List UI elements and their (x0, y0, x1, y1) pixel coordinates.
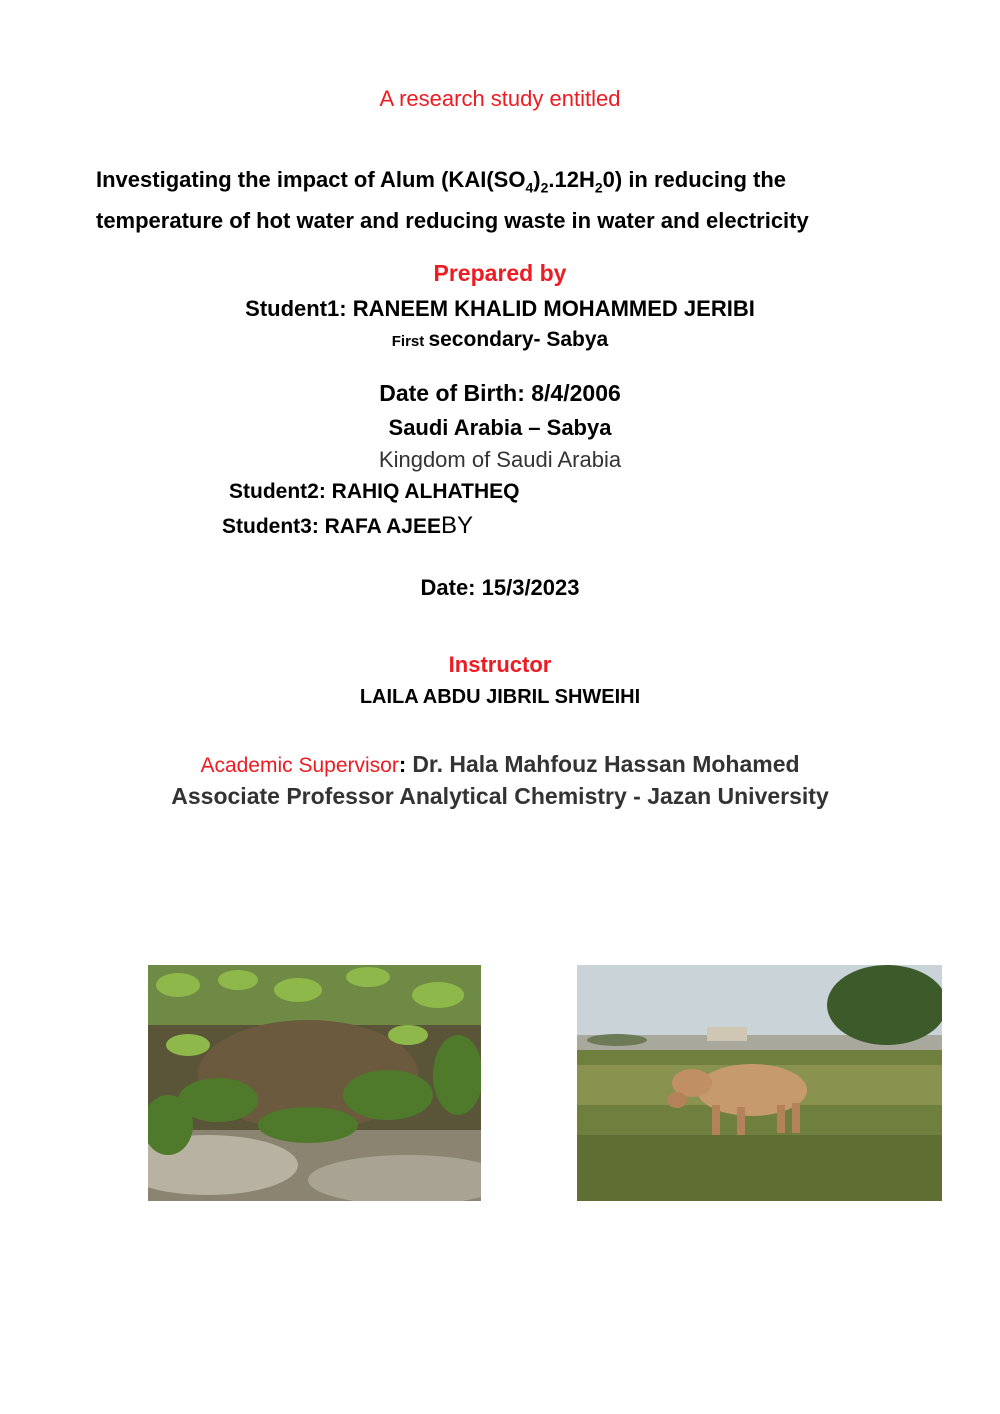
student2: Student2: RAHIQ ALHATHEQ (229, 480, 520, 503)
title-line1: Investigating the impact of Alum $(KAI(SO_4)_2.12H_20)$ in reducing the (96, 167, 786, 196)
student3: Student3: RAFA AJEEBY (222, 512, 473, 539)
instructor-heading: Instructor (448, 652, 552, 677)
photo-water-plants (148, 965, 481, 1201)
supervisor-label: Academic Supervisor (200, 754, 399, 777)
place: Saudi Arabia – Sabya (388, 415, 612, 440)
date: Date: 15/3/2023 (420, 575, 580, 600)
instructor-name: LAILA ABDU JIBRIL SHWEIHI (359, 686, 641, 708)
country: Kingdom of Saudi Arabia (378, 447, 622, 472)
student1: Student1: RANEEM KHALID MOHAMMED JERIBI (245, 296, 755, 321)
study-title (96, 163, 956, 237)
date-of-birth: Date of Birth: 8/4/2006 (379, 380, 621, 406)
photo-cow-field (577, 965, 942, 1201)
supervisor-position: Associate Professor Analytical Chemistry - Jazan University (171, 783, 829, 809)
academic-supervisor: Academic Supervisor: Dr. Hala Mahfouz Hassan Mohamed (200, 751, 800, 777)
supervisor-name: Dr. Hala Mahfouz Hassan Mohamed (412, 751, 800, 777)
subtitle: A research study entitled (379, 86, 621, 111)
prepared-by-heading: Prepared by (433, 260, 567, 286)
school: First secondary- Sabya (391, 328, 609, 351)
title-line2: temperature of hot water and reducing waste in water and electricity (96, 208, 809, 234)
